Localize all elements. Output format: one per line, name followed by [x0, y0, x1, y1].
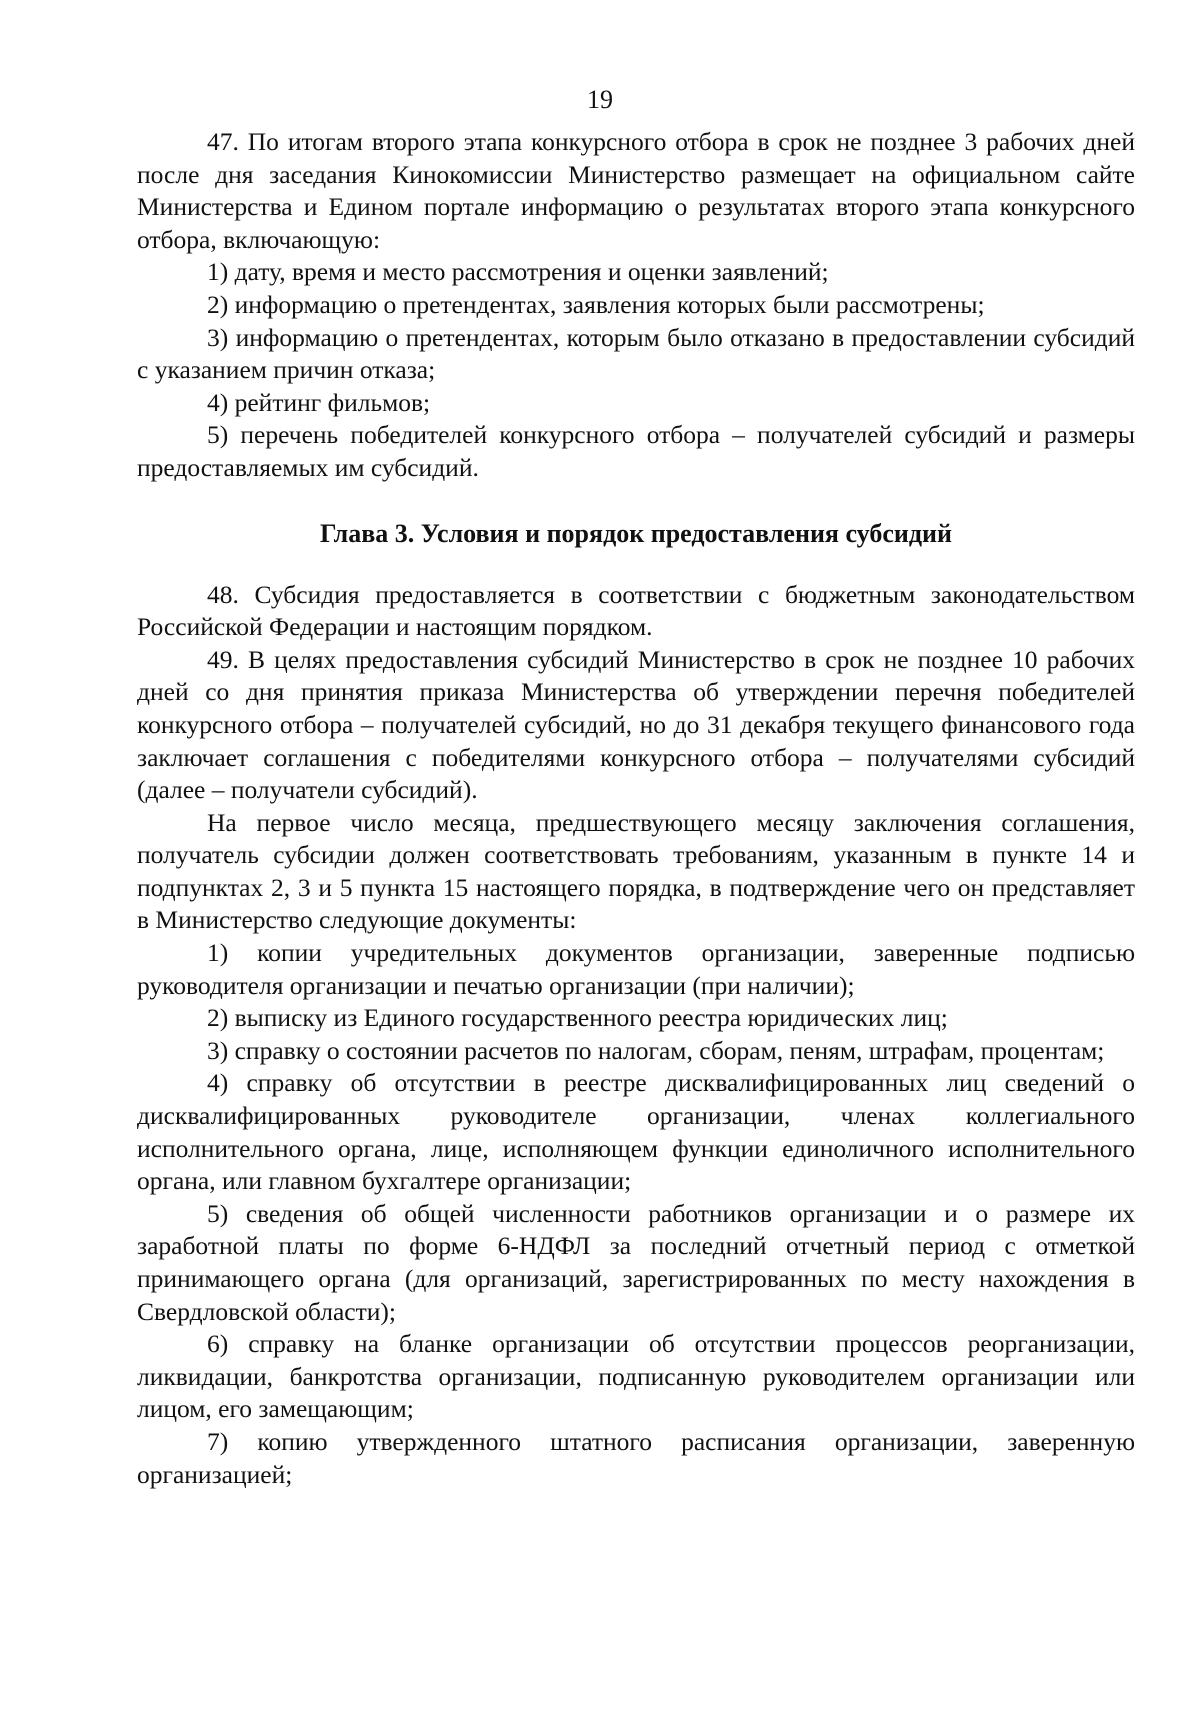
list-item-49-4: 4) справку об отсутствии в реестре дисквалифицированных лиц сведений о дисквалифицированных руководителе организации, членах коллегиального исполнительного органа, лице, исполняющем функции единоличного исполнительного органа, или главном бухгалтере организации; — [137, 1068, 1135, 1196]
chapter-heading: Глава 3. Условия и порядок предоставления субсидий — [320, 518, 952, 548]
paragraph-49: 49. В целях предоставления субсидий Министерство в срок не позднее 10 рабочих дней со дня принятия приказа Министерства об утверждении перечня победителей конкурсного отбора – получателей субсидий, но до 31 декабря текущего финансового года заключает соглашения с победителями конкурсного отбора – получателями субсидий (далее – получатели субсидий). — [137, 644, 1135, 805]
list-item-47-1: 1) дату, время и место рассмотрения и оценки заявлений; — [207, 257, 829, 287]
page-number: 19 — [587, 85, 613, 114]
list-item-47-3: 3) информацию о претендентах, которым было отказано в предоставлении субсидий с указанием причин отказа; — [137, 322, 1135, 385]
list-item-49-7: 7) копию утвержденного штатного расписания организации, заверенную организацией; — [137, 1426, 1135, 1489]
list-item-49-5: 5) сведения об общей численности работников организации и о размере их заработной платы по форме 6-НДФЛ за последний отчетный период с отметкой принимающего органа (для организаций, зарегистрированных по месту нахождения в Свердловской области); — [137, 1198, 1135, 1326]
list-item-49-2: 2) выписку из Единого государственного реестра юридических лиц; — [207, 1003, 948, 1033]
paragraph-47: 47. По итогам второго этапа конкурсного отбора в срок не позднее 3 рабочих дней после дня заседания Кинокомиссии Министерство размещает на официальном сайте Министерства и Едином портале информацию о результатах второго этапа конкурсного отбора, включающую: — [137, 127, 1135, 254]
document-body — [137, 126, 1135, 1491]
list-item-47-4: 4) рейтинг фильмов; — [207, 387, 431, 417]
paragraph-49-requirements: На первое число месяца, предшествующего месяцу заключения соглашения, получатель субсидии должен соответствовать требованиям, указанным в пункте 14 и подпунктах 2, 3 и 5 пункта 15 настоящего порядка, в подтверждение чего он представляет в Министерство следующие документы: — [137, 807, 1135, 935]
list-item-49-6: 6) справку на бланке организации об отсутствии процессов реорганизации, ликвидации, банкротства организации, подписанную руководителем организации или лицом, его замещающим; — [137, 1329, 1135, 1424]
paragraph-48: 48. Субсидия предоставляется в соответствии с бюджетным законодательством Российской Федерации и настоящим порядком. — [137, 579, 1135, 642]
list-item-49-3: 3) справку о состоянии расчетов по налогам, сборам, пеням, штрафам, процентам; — [207, 1035, 1105, 1065]
list-item-49-1: 1) копии учредительных документов организации, заверенные подписью руководителя организации и печатью организации (при наличии); — [137, 938, 1135, 1000]
list-item-47-5: 5) перечень победителей конкурсного отбора – получателей субсидий и размеры предоставляемых им субсидий. — [137, 420, 1135, 482]
list-item-47-2: 2) информацию о претендентах, заявления которых были рассмотрены; — [207, 289, 985, 319]
